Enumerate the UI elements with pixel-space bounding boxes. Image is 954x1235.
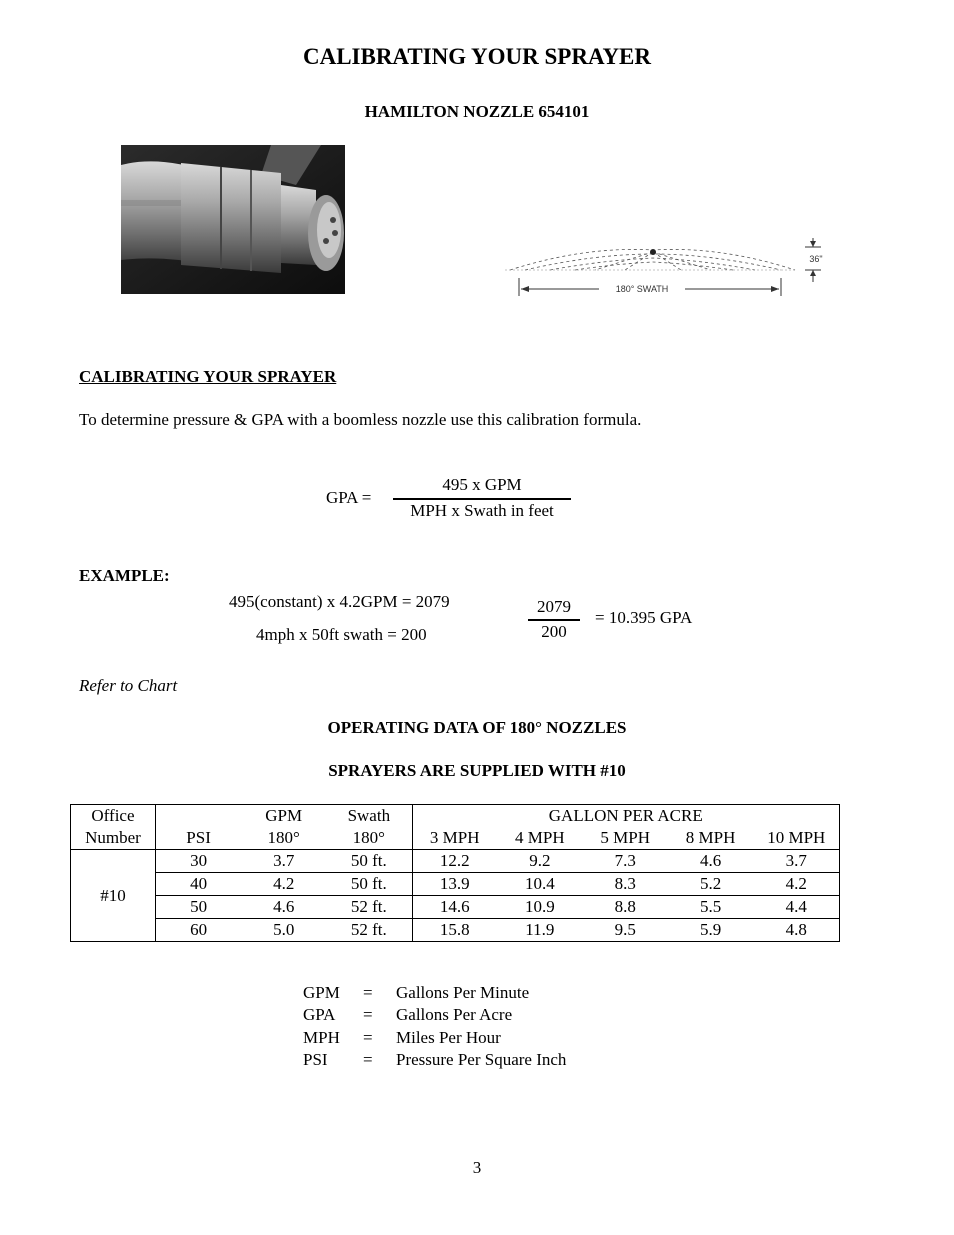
legend-abbr: GPM xyxy=(303,983,340,1002)
header-number: Number xyxy=(71,827,156,850)
gpa-cell: 8.8 xyxy=(583,896,668,919)
formula-fraction-bar xyxy=(393,498,571,500)
header-gpm: GPM xyxy=(241,805,326,828)
gpa-cell: 3.7 xyxy=(754,850,840,873)
nozzle-mark-icon xyxy=(650,249,656,255)
psi-cell: 30 xyxy=(155,850,241,873)
example-result: = 10.395 GPA xyxy=(595,608,693,627)
legend-abbr: PSI xyxy=(303,1049,328,1069)
spray-pattern-diagram xyxy=(505,232,840,302)
table-subtitle: SPRAYERS ARE SUPPLIED WITH #10 xyxy=(328,761,626,780)
gpa-cell: 10.9 xyxy=(497,896,583,919)
gpa-cell: 12.2 xyxy=(412,850,497,873)
legend-item xyxy=(303,1005,566,1027)
example-numerator: 2079 xyxy=(537,597,571,616)
header-speed: 10 MPH xyxy=(754,827,840,850)
gpa-cell: 9.2 xyxy=(497,850,583,873)
psi-cell: 50 xyxy=(155,896,241,919)
table-title: OPERATING DATA OF 180° NOZZLES xyxy=(327,718,627,737)
gpa-cell: 14.6 xyxy=(412,896,497,919)
intro-text: To determine pressure & GPA with a boomless nozzle use this calibration formula. xyxy=(79,410,642,429)
formula-denominator: MPH x Swath in feet xyxy=(410,501,554,520)
gpa-cell: 13.9 xyxy=(412,873,497,896)
nozzle-title: HAMILTON NOZZLE 654101 xyxy=(364,102,590,121)
header-gpa: GALLON PER ACRE xyxy=(412,805,839,828)
example-denominator: 200 xyxy=(541,622,567,641)
header-psi: PSI xyxy=(155,827,241,850)
gpm-cell: 4.6 xyxy=(241,896,326,919)
gpa-cell: 7.3 xyxy=(583,850,668,873)
gpa-cell: 4.6 xyxy=(668,850,754,873)
header-swath-angle: 180° xyxy=(326,827,412,850)
gpa-cell: 10.4 xyxy=(497,873,583,896)
nozzle-photo xyxy=(121,145,345,294)
table-row xyxy=(71,850,840,873)
legend-item xyxy=(303,1028,566,1050)
operating-data-table xyxy=(70,804,840,942)
legend-meaning: Miles Per Hour xyxy=(396,1027,501,1047)
abbreviation-legend xyxy=(303,983,566,1072)
gpa-cell: 9.5 xyxy=(583,919,668,942)
table-row xyxy=(71,896,840,919)
page-number: 3 xyxy=(472,1158,482,1177)
section-heading: CALIBRATING YOUR SPRAYER xyxy=(79,367,337,386)
psi-cell: 40 xyxy=(155,873,241,896)
header-speed: 5 MPH xyxy=(583,827,668,850)
legend-item xyxy=(303,1050,566,1072)
header-speed: 4 MPH xyxy=(497,827,583,850)
example-line-2: 4mph x 50ft swath = 200 xyxy=(256,625,427,644)
gpm-cell: 3.7 xyxy=(241,850,326,873)
gpa-cell: 5.2 xyxy=(668,873,754,896)
legend-item xyxy=(303,983,566,1005)
legend-equals: = xyxy=(363,1049,373,1069)
swath-cell: 50 ft. xyxy=(326,850,412,873)
page-title: CALIBRATING YOUR SPRAYER xyxy=(302,44,652,69)
example-heading: EXAMPLE: xyxy=(79,566,170,585)
gpa-cell: 8.3 xyxy=(583,873,668,896)
legend-abbr: MPH xyxy=(303,1027,340,1047)
table-row xyxy=(71,919,840,942)
gpa-cell: 4.8 xyxy=(754,919,840,942)
gpa-cell: 4.4 xyxy=(754,896,840,919)
gpa-cell: 4.2 xyxy=(754,873,840,896)
swath-label: 180° SWATH xyxy=(615,284,669,294)
swath-cell: 52 ft. xyxy=(326,919,412,942)
legend-abbr: GPA xyxy=(303,1005,336,1025)
legend-meaning: Pressure Per Square Inch xyxy=(396,1049,567,1069)
office-number-cell: #10 xyxy=(71,850,156,942)
psi-cell: 60 xyxy=(155,919,241,942)
height-label: 36" xyxy=(809,254,823,264)
example-line-1: 495(constant) x 4.2GPM = 2079 xyxy=(229,592,450,611)
header-gpm-angle: 180° xyxy=(241,827,326,850)
gpm-cell: 4.2 xyxy=(241,873,326,896)
legend-equals: = xyxy=(363,1005,373,1025)
header-speed: 8 MPH xyxy=(668,827,754,850)
gpa-cell: 5.9 xyxy=(668,919,754,942)
refer-note: Refer to Chart xyxy=(79,676,178,695)
swath-cell: 52 ft. xyxy=(326,896,412,919)
table-row xyxy=(71,873,840,896)
header-swath: Swath xyxy=(326,805,412,828)
gpa-cell: 11.9 xyxy=(497,919,583,942)
gpa-cell: 15.8 xyxy=(412,919,497,942)
formula-lhs: GPA = xyxy=(326,488,372,507)
gpm-cell: 5.0 xyxy=(241,919,326,942)
legend-meaning: Gallons Per Acre xyxy=(396,1005,513,1025)
header-speed: 3 MPH xyxy=(412,827,497,850)
example-fraction-bar xyxy=(528,619,580,621)
gpa-cell: 5.5 xyxy=(668,896,754,919)
swath-cell: 50 ft. xyxy=(326,873,412,896)
legend-equals: = xyxy=(363,983,373,1002)
legend-meaning: Gallons Per Minute xyxy=(396,983,530,1002)
formula-numerator: 495 x GPM xyxy=(442,475,522,494)
header-office: Office xyxy=(71,805,156,828)
legend-equals: = xyxy=(363,1027,373,1047)
